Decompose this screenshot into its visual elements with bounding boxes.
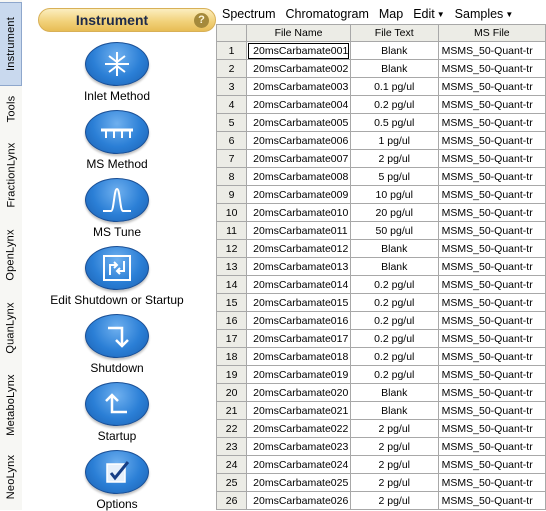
file-text-cell[interactable]: Blank (350, 60, 438, 78)
menu-label: Edit (413, 7, 435, 21)
row-number-cell[interactable]: 18 (217, 348, 247, 366)
file-text-cell[interactable]: Blank (350, 402, 438, 420)
shutdown-icon[interactable] (85, 314, 149, 358)
ms-file-cell[interactable]: MSMS_50-Quant-tr (438, 114, 545, 132)
file-text-cell[interactable]: Blank (350, 258, 438, 276)
shutdown-button[interactable] (22, 314, 212, 375)
file-text-cell[interactable]: 10 pg/ul (350, 186, 438, 204)
file-name-cell[interactable]: 20msCarbamate003 (247, 78, 351, 96)
file-text-cell[interactable]: 20 pg/ul (350, 204, 438, 222)
ms-file-cell[interactable]: MSMS_50-Quant-tr (438, 384, 545, 402)
table-row[interactable] (217, 132, 546, 150)
ms-file-cell[interactable]: MSMS_50-Quant-tr (438, 60, 545, 78)
inlet-method-icon[interactable] (85, 42, 149, 86)
file-text-cell[interactable]: 1 pg/ul (350, 132, 438, 150)
tab-label: Instrument (4, 17, 17, 71)
tool-label: MS Method (86, 157, 148, 171)
ms-file-cell[interactable]: MSMS_50-Quant-tr (438, 294, 545, 312)
menu-label: Map (378, 7, 404, 21)
file-name-cell[interactable]: 20msCarbamate025 (247, 474, 351, 492)
file-text-cell[interactable]: 0.2 pg/ul (350, 348, 438, 366)
ms-file-cell[interactable]: MSMS_50-Quant-tr (438, 456, 545, 474)
file-name-cell[interactable]: 20msCarbamate013 (247, 258, 351, 276)
file-text-cell[interactable]: 0.1 pg/ul (350, 78, 438, 96)
ms-file-cell[interactable]: MSMS_50-Quant-tr (438, 186, 545, 204)
row-number-cell[interactable]: 16 (217, 312, 247, 330)
row-number-cell[interactable]: 5 (217, 114, 247, 132)
row-number-cell[interactable]: 17 (217, 330, 247, 348)
row-number-cell[interactable]: 22 (217, 420, 247, 438)
file-name-cell[interactable]: 20msCarbamate010 (247, 204, 351, 222)
file-name-cell[interactable]: 20msCarbamate026 (247, 492, 351, 510)
file-name-cell[interactable]: 20msCarbamate011 (247, 222, 351, 240)
menu-samples[interactable] (455, 7, 514, 21)
ms-file-cell[interactable]: MSMS_50-Quant-tr (438, 150, 545, 168)
table-row[interactable] (217, 168, 546, 186)
file-text-cell[interactable]: 2 pg/ul (350, 456, 438, 474)
ms-file-cell[interactable]: MSMS_50-Quant-tr (438, 276, 545, 294)
file-name-cell[interactable]: 20msCarbamate014 (247, 276, 351, 294)
tab-label: OpenLynx (5, 229, 17, 281)
row-number-cell[interactable]: 1 (217, 42, 247, 60)
tab-label: FractionLynx (5, 142, 17, 208)
file-name-cell[interactable]: 20msCarbamate009 (247, 186, 351, 204)
table-row[interactable] (217, 420, 546, 438)
ms-file-cell[interactable]: MSMS_50-Quant-tr (438, 78, 545, 96)
tab-neolynx[interactable] (0, 446, 22, 508)
row-number-cell[interactable]: 26 (217, 492, 247, 510)
file-text-cell[interactable]: 0.2 pg/ul (350, 312, 438, 330)
tool-label: Options (96, 497, 138, 511)
tool-label: Edit Shutdown or Startup (50, 293, 184, 307)
table-body (217, 42, 546, 510)
menu-label: Chromatogram (285, 7, 369, 21)
tab-label: QuanLynx (5, 302, 17, 354)
row-number-cell[interactable]: 21 (217, 402, 247, 420)
ms-file-cell[interactable]: MSMS_50-Quant-tr (438, 168, 545, 186)
file-name-cell[interactable]: 20msCarbamate007 (247, 150, 351, 168)
ms-file-cell[interactable]: MSMS_50-Quant-tr (438, 312, 545, 330)
table-row[interactable] (217, 150, 546, 168)
file-text-cell[interactable]: 2 pg/ul (350, 492, 438, 510)
ms-file-cell[interactable]: MSMS_50-Quant-tr (438, 132, 545, 150)
row-number-cell[interactable]: 6 (217, 132, 247, 150)
file-name-cell[interactable]: 20msCarbamate018 (247, 348, 351, 366)
table-row[interactable] (217, 294, 546, 312)
chevron-down-icon: ▼ (505, 10, 514, 19)
tab-quanlynx[interactable] (0, 292, 22, 364)
row-number-cell[interactable]: 11 (217, 222, 247, 240)
ms-file-cell[interactable]: MSMS_50-Quant-tr (438, 222, 545, 240)
row-number-cell[interactable]: 25 (217, 474, 247, 492)
sample-table (216, 24, 546, 510)
ms-file-cell[interactable]: MSMS_50-Quant-tr (438, 204, 545, 222)
file-text-cell[interactable]: 2 pg/ul (350, 150, 438, 168)
tab-instrument[interactable] (0, 2, 22, 86)
file-text-cell[interactable]: 2 pg/ul (350, 420, 438, 438)
file-name-cell[interactable]: 20msCarbamate020 (247, 384, 351, 402)
file-name-cell[interactable]: 20msCarbamate017 (247, 330, 351, 348)
menu-label: Samples (454, 7, 504, 21)
file-name-cell[interactable]: 20msCarbamate002 (247, 60, 351, 78)
row-number-cell[interactable]: 8 (217, 168, 247, 186)
ms-file-header[interactable]: MS File (438, 25, 545, 42)
ms-file-cell[interactable]: MSMS_50-Quant-tr (438, 402, 545, 420)
tab-fractionlynx[interactable] (0, 132, 22, 218)
file-text-cell[interactable]: 0.5 pg/ul (350, 114, 438, 132)
table-row[interactable] (217, 186, 546, 204)
ms-file-cell[interactable]: MSMS_50-Quant-tr (438, 474, 545, 492)
inlet-method-button[interactable] (22, 42, 212, 103)
table-row[interactable] (217, 366, 546, 384)
file-text-header[interactable]: File Text (350, 25, 438, 42)
table-row[interactable] (217, 492, 546, 510)
table-row[interactable] (217, 42, 546, 60)
row-number-cell[interactable]: 24 (217, 456, 247, 474)
help-icon[interactable]: ? (194, 13, 209, 28)
ms-method-icon[interactable] (85, 110, 149, 154)
file-text-cell[interactable]: 2 pg/ul (350, 474, 438, 492)
tab-openlynx[interactable] (0, 218, 22, 292)
table-row[interactable] (217, 258, 546, 276)
table-row[interactable] (217, 438, 546, 456)
ms-tune-icon[interactable] (85, 178, 149, 222)
file-text-cell[interactable]: 0.2 pg/ul (350, 294, 438, 312)
instrument-panel (22, 0, 212, 510)
table-row[interactable] (217, 96, 546, 114)
ms-file-cell[interactable]: MSMS_50-Quant-tr (438, 258, 545, 276)
file-name-cell[interactable]: 20msCarbamate023 (247, 438, 351, 456)
tool-label: Shutdown (90, 361, 144, 375)
file-name-cell[interactable]: 20msCarbamate024 (247, 456, 351, 474)
row-number-cell[interactable]: 10 (217, 204, 247, 222)
menu-bar (212, 4, 546, 24)
panel-title: Instrument (75, 12, 149, 28)
tab-tools[interactable] (0, 86, 22, 132)
table-row[interactable] (217, 60, 546, 78)
menu-map[interactable] (379, 7, 403, 21)
row-number-cell[interactable]: 4 (217, 96, 247, 114)
file-text-cell[interactable]: 0.2 pg/ul (350, 276, 438, 294)
ms-file-cell[interactable]: MSMS_50-Quant-tr (438, 42, 545, 60)
menu-spectrum[interactable] (222, 7, 276, 21)
table-row[interactable] (217, 384, 546, 402)
ms-method-button[interactable] (22, 110, 212, 171)
table-row[interactable] (217, 312, 546, 330)
menu-edit[interactable] (413, 7, 444, 21)
row-number-cell[interactable]: 20 (217, 384, 247, 402)
ms-file-cell[interactable]: MSMS_50-Quant-tr (438, 348, 545, 366)
file-name-cell[interactable]: 20msCarbamate016 (247, 312, 351, 330)
menu-chromatogram[interactable] (286, 7, 369, 21)
ms-file-cell[interactable]: MSMS_50-Quant-tr (438, 96, 545, 114)
vertical-tab-strip (0, 0, 23, 510)
panel-title-bar (38, 8, 216, 32)
table-row[interactable] (217, 204, 546, 222)
table-header-row (217, 25, 546, 42)
edit-shutdown-startup-button[interactable] (22, 246, 212, 307)
table-row[interactable] (217, 78, 546, 96)
file-text-cell[interactable]: Blank (350, 42, 438, 60)
chevron-down-icon: ▼ (436, 10, 445, 19)
table-row[interactable] (217, 240, 546, 258)
options-icon[interactable] (85, 450, 149, 494)
file-name-header[interactable]: File Name (247, 25, 351, 42)
file-name-cell[interactable]: 20msCarbamate004 (247, 96, 351, 114)
edit-shutdown-startup-icon[interactable] (85, 246, 149, 290)
row-number-cell[interactable]: 9 (217, 186, 247, 204)
ms-file-cell[interactable]: MSMS_50-Quant-tr (438, 492, 545, 510)
row-number-cell[interactable]: 15 (217, 294, 247, 312)
file-name-cell[interactable]: 20msCarbamate001 (247, 42, 351, 60)
file-name-cell[interactable]: 20msCarbamate021 (247, 402, 351, 420)
ms-file-cell[interactable]: MSMS_50-Quant-tr (438, 330, 545, 348)
row-number-cell[interactable]: 19 (217, 366, 247, 384)
ms-file-cell[interactable]: MSMS_50-Quant-tr (438, 240, 545, 258)
file-name-cell[interactable]: 20msCarbamate006 (247, 132, 351, 150)
menu-label: Spectrum (222, 7, 276, 21)
table-row[interactable] (217, 456, 546, 474)
file-text-cell[interactable]: 0.2 pg/ul (350, 366, 438, 384)
row-number-cell[interactable]: 7 (217, 150, 247, 168)
table-row[interactable] (217, 402, 546, 420)
row-number-cell[interactable]: 14 (217, 276, 247, 294)
row-number-header[interactable] (217, 25, 247, 42)
file-name-cell[interactable]: 20msCarbamate015 (247, 294, 351, 312)
tab-metabolynx[interactable] (0, 364, 22, 446)
startup-icon[interactable] (85, 382, 149, 426)
file-name-cell[interactable]: 20msCarbamate005 (247, 114, 351, 132)
file-text-cell[interactable]: 50 pg/ul (350, 222, 438, 240)
ms-file-cell[interactable]: MSMS_50-Quant-tr (438, 438, 545, 456)
options-button[interactable] (22, 450, 212, 511)
sample-list-table (216, 24, 546, 510)
row-number-cell[interactable]: 2 (217, 60, 247, 78)
file-text-cell[interactable]: 0.2 pg/ul (350, 96, 438, 114)
row-number-cell[interactable]: 23 (217, 438, 247, 456)
ms-tune-button[interactable] (22, 178, 212, 239)
file-text-cell[interactable]: Blank (350, 384, 438, 402)
table-row[interactable] (217, 114, 546, 132)
file-name-cell[interactable]: 20msCarbamate008 (247, 168, 351, 186)
table-row[interactable] (217, 330, 546, 348)
ms-file-cell[interactable]: MSMS_50-Quant-tr (438, 366, 545, 384)
row-number-cell[interactable]: 3 (217, 78, 247, 96)
startup-button[interactable] (22, 382, 212, 443)
file-name-cell[interactable]: 20msCarbamate022 (247, 420, 351, 438)
file-text-cell[interactable]: Blank (350, 240, 438, 258)
tab-label: Tools (5, 95, 17, 123)
table-row[interactable] (217, 276, 546, 294)
file-name-cell[interactable]: 20msCarbamate012 (247, 240, 351, 258)
table-row[interactable] (217, 474, 546, 492)
row-number-cell[interactable]: 13 (217, 258, 247, 276)
table-row[interactable] (217, 222, 546, 240)
tool-label: Startup (97, 429, 137, 443)
tab-label: NeoLynx (5, 454, 18, 500)
table-row[interactable] (217, 348, 546, 366)
tool-label: Inlet Method (83, 89, 151, 103)
tab-label: MetaboLynx (5, 374, 17, 436)
file-text-cell[interactable]: 5 pg/ul (350, 168, 438, 186)
file-name-cell[interactable]: 20msCarbamate019 (247, 366, 351, 384)
tool-label: MS Tune (92, 225, 142, 239)
row-number-cell[interactable]: 12 (217, 240, 247, 258)
file-text-cell[interactable]: 2 pg/ul (350, 438, 438, 456)
ms-file-cell[interactable]: MSMS_50-Quant-tr (438, 420, 545, 438)
file-text-cell[interactable]: 0.2 pg/ul (350, 330, 438, 348)
